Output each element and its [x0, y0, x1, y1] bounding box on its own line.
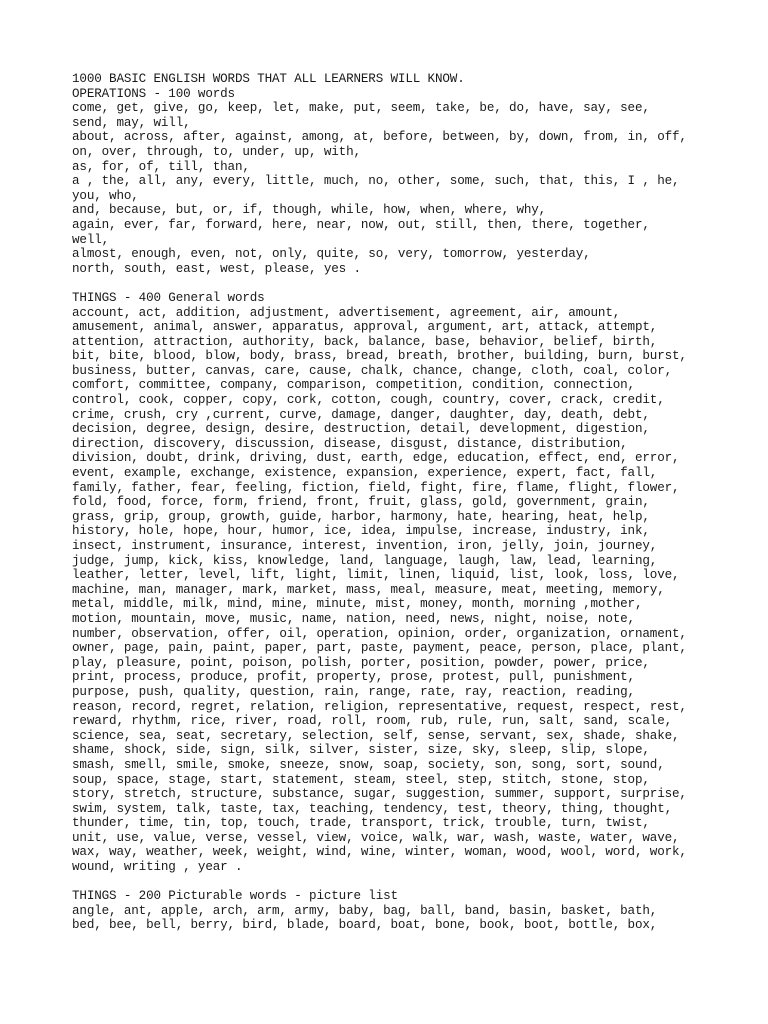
word-line: fold, food, force, form, friend, front, fruit, glass, gold, government, grain, — [72, 495, 650, 510]
word-line: well, — [72, 232, 110, 247]
word-line: smash, smell, smile, smoke, sneeze, snow, soap, society, son, song, sort, sound, — [72, 757, 665, 772]
section-things-general — [72, 291, 762, 875]
word-line: business, butter, canvas, care, cause, chalk, chance, change, cloth, coal, color, — [72, 363, 673, 378]
word-line: come, get, give, go, keep, let, make, put, seem, take, be, do, have, say, see, — [72, 101, 650, 116]
section-spacer — [72, 875, 762, 890]
word-line: unit, use, value, verse, vessel, view, voice, walk, war, wash, waste, water, wave, — [72, 830, 680, 845]
word-line: number, observation, offer, oil, operation, opinion, order, organization, ornament, — [72, 626, 687, 641]
section-spacer — [72, 276, 762, 291]
word-line: purpose, push, quality, question, rain, range, rate, ray, reaction, reading, — [72, 684, 635, 699]
word-line: print, process, produce, profit, property, prose, protest, pull, punishment, — [72, 670, 635, 685]
word-line: owner, page, pain, paint, paper, part, paste, payment, peace, person, place, plant, — [72, 641, 687, 656]
word-line: story, stretch, structure, substance, sugar, suggestion, summer, support, surprise, — [72, 787, 687, 802]
word-line: about, across, after, against, among, at, before, between, by, down, from, in, off, — [72, 130, 687, 145]
word-line: send, may, will, — [72, 115, 191, 130]
section-operations — [72, 87, 762, 277]
word-line: a , the, all, any, every, little, much, no, other, some, such, that, this, I , he, — [72, 174, 680, 189]
section-heading: OPERATIONS - 100 words — [72, 86, 235, 101]
word-line: shame, shock, side, sign, silk, silver, sister, size, sky, sleep, slip, slope, — [72, 743, 650, 758]
word-line: decision, degree, design, desire, destruction, detail, development, digestion, — [72, 422, 650, 437]
section-heading: THINGS - 200 Picturable words - picture list — [72, 889, 398, 904]
word-line: crime, crush, cry ,current, curve, damage, danger, daughter, day, death, debt, — [72, 407, 650, 422]
word-line: history, hole, hope, hour, humor, ice, idea, impulse, increase, industry, ink, — [72, 524, 650, 539]
word-line: insect, instrument, insurance, interest, invention, iron, jelly, join, journey, — [72, 539, 658, 553]
word-line: event, example, exchange, existence, expansion, experience, expert, fact, fall, — [72, 466, 658, 481]
word-line: grass, grip, group, growth, guide, harbor, harmony, hate, hearing, heat, help, — [72, 509, 650, 524]
document-title: 1000 BASIC ENGLISH WORDS THAT ALL LEARNERS WILL KNOW. — [72, 72, 465, 86]
word-line: control, cook, copper, copy, cork, cotton, cough, country, cover, crack, credit, — [72, 393, 665, 408]
word-line: reason, record, regret, relation, religion, representative, request, respect, rest, — [72, 699, 687, 714]
word-line: metal, middle, milk, mind, mine, minute, mist, money, month, morning ,mother, — [72, 597, 643, 612]
word-line: on, over, through, to, under, up, with, — [72, 144, 361, 159]
word-line: thunder, time, tin, top, touch, trade, transport, trick, trouble, turn, twist, — [72, 816, 650, 831]
word-line: judge, jump, kick, kiss, knowledge, land, language, laugh, law, lead, learning, — [72, 553, 658, 568]
word-line: play, pleasure, point, poison, polish, porter, position, powder, power, price, — [72, 655, 650, 670]
word-line: account, act, addition, adjustment, advertisement, agreement, air, amount, — [72, 305, 621, 320]
section-heading: THINGS - 400 General words — [72, 290, 265, 305]
word-line: family, father, fear, feeling, fiction, field, fight, fire, flame, flight, flower, — [72, 480, 680, 495]
word-line: leather, letter, level, lift, light, limit, linen, liquid, list, look, loss, love, — [72, 568, 680, 583]
word-line: comfort, committee, company, comparison, competition, condition, connection, — [72, 378, 635, 393]
word-line: north, south, east, west, please, yes . — [72, 261, 361, 276]
word-line: division, doubt, drink, driving, dust, earth, edge, education, effect, end, error, — [72, 451, 680, 466]
word-line: motion, mountain, move, music, name, nation, need, news, night, noise, note, — [72, 611, 635, 626]
word-line: attention, attraction, authority, back, balance, base, behavior, belief, birth, — [72, 334, 658, 349]
word-line: wound, writing , year . — [72, 860, 243, 875]
word-line: bed, bee, bell, berry, bird, blade, board, boat, bone, book, boot, bottle, box, — [72, 918, 658, 933]
word-line: almost, enough, even, not, only, quite, so, very, tomorrow, yesterday, — [72, 247, 591, 262]
word-line: as, for, of, till, than, — [72, 159, 250, 174]
word-line: and, because, but, or, if, though, while, how, when, where, why, — [72, 203, 547, 218]
document-page — [72, 72, 762, 933]
section-things-picturable — [72, 889, 762, 933]
word-line: science, sea, seat, secretary, selection, self, sense, servant, sex, shade, shake, — [72, 728, 680, 743]
word-line: direction, discovery, discussion, disease, disgust, distance, distribution, — [72, 436, 628, 451]
word-line: wax, way, weather, week, weight, wind, wine, winter, woman, wood, wool, word, work, — [72, 845, 687, 860]
word-line: swim, system, talk, taste, tax, teaching, tendency, test, theory, thing, thought, — [72, 801, 673, 816]
word-line: angle, ant, apple, arch, arm, army, baby, bag, ball, band, basin, basket, bath, — [72, 903, 658, 918]
word-line: again, ever, far, forward, here, near, now, out, still, then, there, together, — [72, 217, 650, 232]
word-line: you, who, — [72, 188, 139, 203]
word-line: amusement, animal, answer, apparatus, approval, argument, art, attack, attempt, — [72, 320, 658, 335]
word-line: bit, bite, blood, blow, body, brass, bread, breath, brother, building, burn, burst, — [72, 349, 687, 364]
word-line: soup, space, stage, start, statement, steam, steel, step, stitch, stone, stop, — [72, 772, 650, 787]
word-line: reward, rhythm, rice, river, road, roll, room, rub, rule, run, salt, sand, scale, — [72, 714, 673, 729]
word-line: machine, man, manager, mark, market, mass, meal, measure, meat, meeting, memory, — [72, 582, 665, 597]
